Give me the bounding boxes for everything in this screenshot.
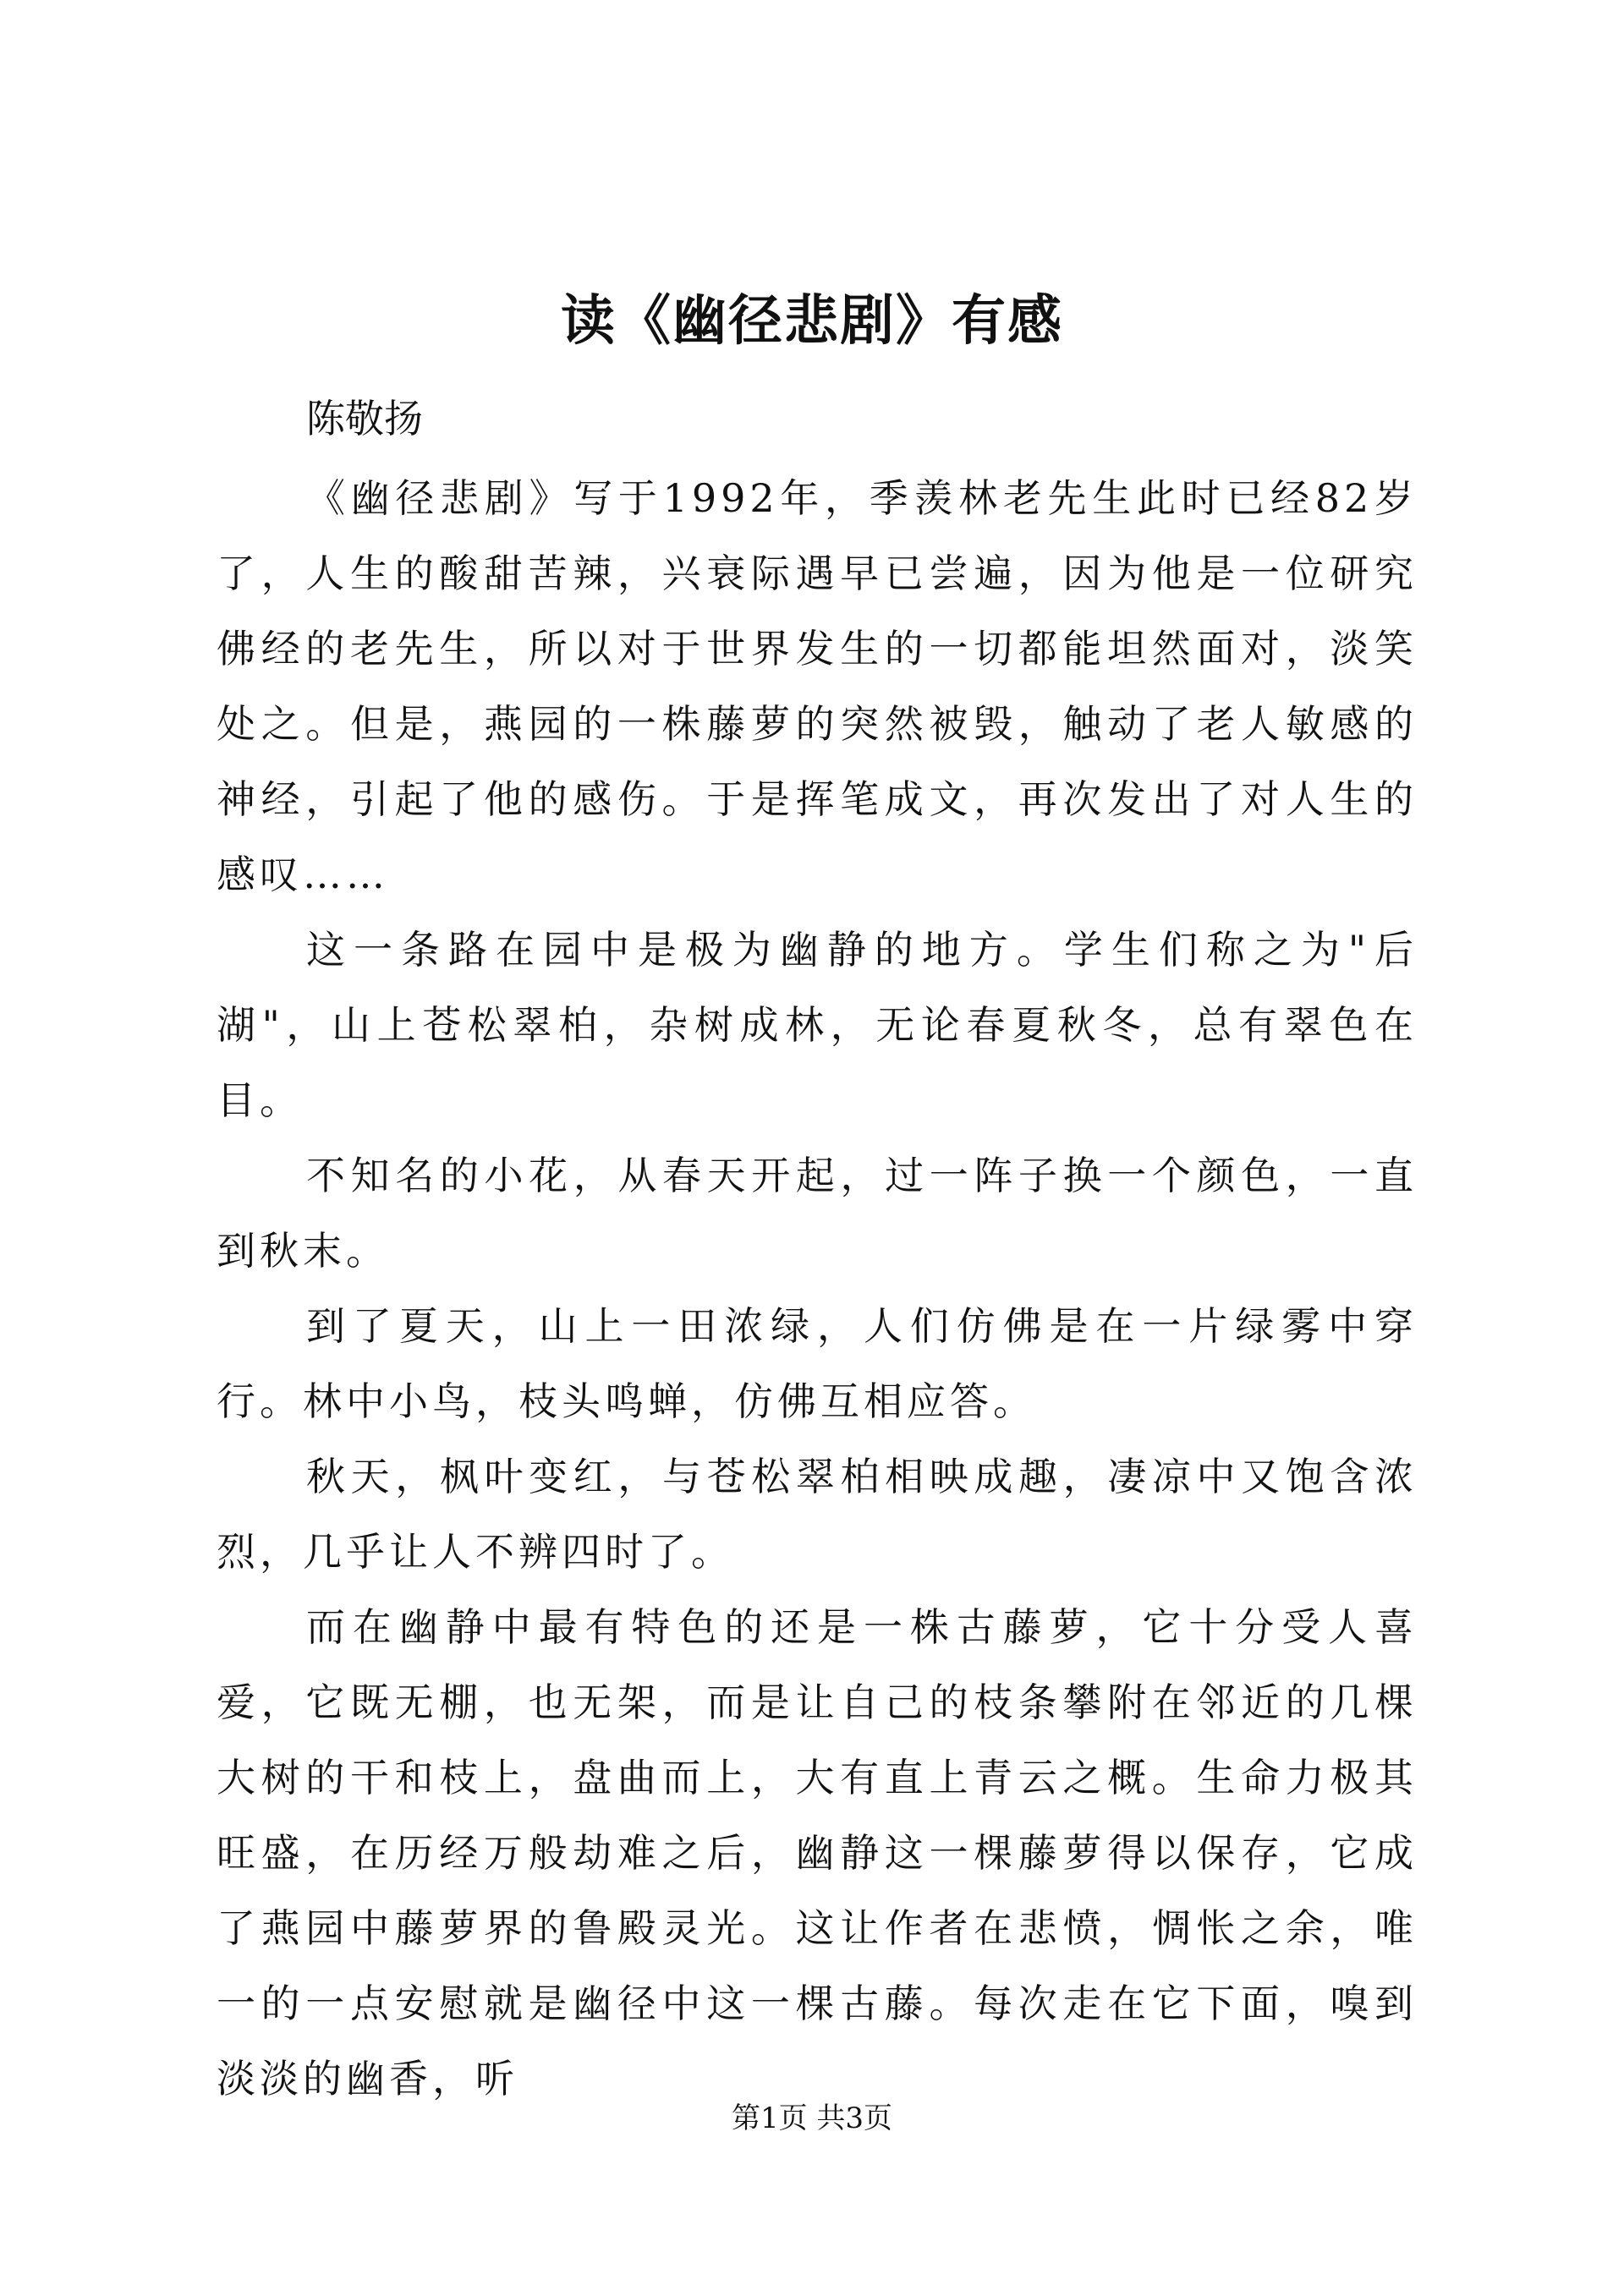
paragraph: 到了夏天，山上一田浓绿，人们仿佛是在一片绿雾中穿行。林中小鸟，枝头鸣蝉，仿佛互相应答。 [217,1303,1418,1424]
paragraph: 而在幽静中最有特色的还是一株古藤萝，它十分受人喜爱，它既无棚，也无架，而是让自己的枝条攀附在邻近的几棵大树的干和枝上，盘曲而上，大有直上青云之概。生命力极其旺盛，在历经万般劫难之后，幽静这一棵藤萝得以保存，它成了燕园中藤萝界的鲁殿灵光。这让作者在悲愤，惆怅之余，唯一的一点安慰就是幽径中这一棵古藤。每次走在它下面，嗅到淡淡的幽香，听 [217,1604,1418,2101]
document-title: 读《幽径悲剧》有感 [561,290,1063,353]
paragraph: 《幽径悲剧》写于1992年，季羡林老先生此时已经82岁了，人生的酸甜苦辣，兴衰际遇早已尝遍，因为他是一位研究佛经的老先生，所以对于世界发生的一切都能坦然面对，淡笑处之。但是，燕园的一株藤萝的突然被毁，触动了老人敏感的神经，引起了他的感伤。于是挥笔成文，再次发出了对人生的感叹…… [217,475,1418,897]
author-name: 陈敬扬 [306,396,423,441]
document-body [217,461,1418,2117]
paragraph: 这一条路在园中是极为幽静的地方。学生们称之为"后湖"，山上苍松翠柏，杂树成林，无论春夏秋冬，总有翠色在目。 [217,927,1418,1123]
paragraph: 不知名的小花，从春天开起，过一阵子换一个颜色，一直到秋末。 [217,1153,1418,1274]
page-number-footer: 第1页 共3页 [731,2101,893,2135]
paragraph: 秋天，枫叶变红，与苍松翠柏相映成趣，凄凉中又饱含浓烈，几乎让人不辨四时了。 [217,1454,1418,1575]
